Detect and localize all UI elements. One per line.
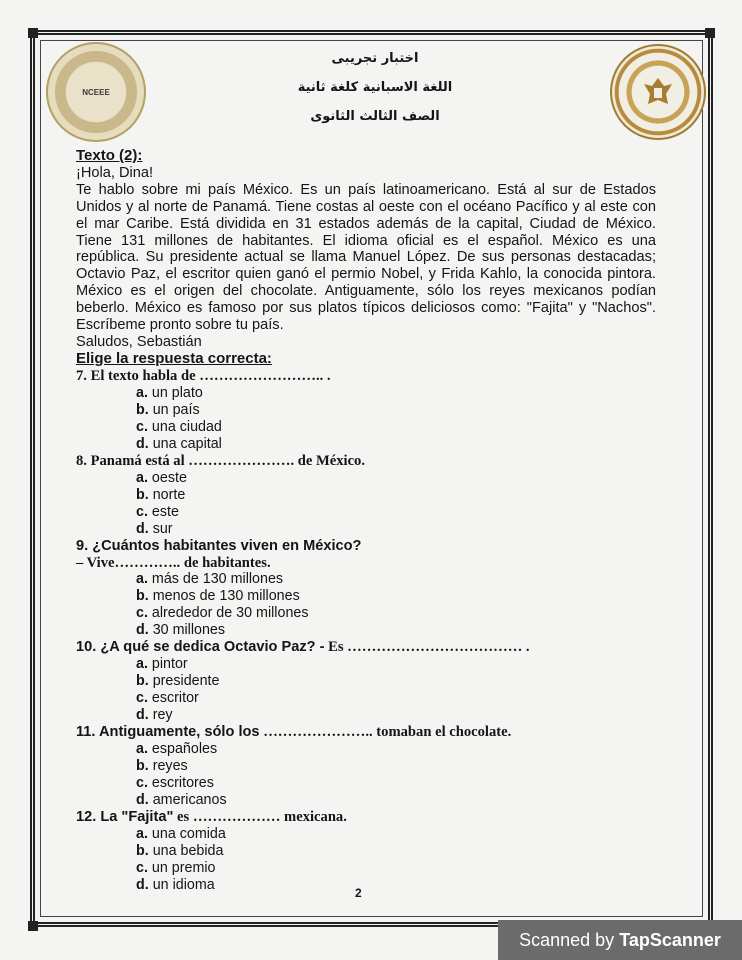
option-text: más de 130 millones: [151, 571, 284, 588]
option-letter: c.: [136, 418, 148, 435]
option-letter: c.: [136, 605, 148, 622]
nceee-logo-text: NCEEE: [82, 87, 110, 97]
option-letter: b.: [136, 673, 149, 690]
option-text: reyes: [152, 758, 188, 775]
question-8: [76, 453, 656, 470]
option[interactable]: [136, 673, 656, 690]
option-letter: d.: [136, 792, 149, 809]
option-letter: c.: [136, 860, 148, 877]
question-7: [76, 368, 656, 385]
option[interactable]: [136, 877, 656, 894]
option-text: pintor: [151, 656, 188, 673]
scanner-brand: TapScanner: [619, 930, 721, 950]
option[interactable]: [136, 504, 656, 521]
border-corner: [705, 28, 715, 38]
option-letter: d.: [136, 520, 149, 537]
option[interactable]: [136, 419, 656, 436]
option-text: americanos: [152, 792, 227, 809]
page-number: 2: [355, 886, 362, 900]
option-text: presidente: [152, 673, 220, 690]
option-text: norte: [152, 486, 186, 503]
option-letter: c.: [136, 775, 148, 792]
exam-type: اختبار تجريبى: [331, 51, 419, 66]
question-9-prompt: – Vive………….. de habitantes.: [76, 554, 271, 571]
option-text: un plato: [151, 384, 203, 401]
options-12: [136, 826, 656, 894]
letter-greeting: ¡Hola, Dina!: [76, 164, 154, 181]
scanner-prefix: Scanned by: [519, 930, 620, 950]
option[interactable]: [136, 605, 656, 622]
option-letter: c.: [136, 503, 148, 520]
option[interactable]: [136, 843, 656, 860]
option-letter: d.: [136, 622, 149, 639]
question-blank: Es ……………………………… .: [324, 639, 530, 656]
option[interactable]: [136, 622, 656, 639]
option-letter: a.: [136, 469, 148, 486]
option[interactable]: [136, 385, 656, 402]
option-text: este: [151, 503, 179, 520]
exam-grade: الصف الثالث الثانوى: [310, 109, 440, 124]
option-letter: d.: [136, 877, 149, 894]
option-letter: a.: [136, 741, 148, 758]
exam-header: [260, 44, 490, 131]
exam-subject: اللغة الاسبانية كلغة ثانية: [297, 80, 453, 95]
letter-signoff: Saludos, Sebastián: [76, 333, 202, 350]
option[interactable]: [136, 775, 656, 792]
question-blank: es ……………… mexicana.: [173, 809, 347, 826]
option-letter: d.: [136, 707, 149, 724]
option-text: una capital: [152, 435, 222, 452]
question-text: 12. La "Fajita": [76, 809, 174, 826]
option[interactable]: [136, 470, 656, 487]
option-letter: b.: [136, 401, 149, 418]
option[interactable]: [136, 656, 656, 673]
exam-content: [76, 148, 656, 894]
option[interactable]: [136, 826, 656, 843]
option[interactable]: [136, 436, 656, 453]
option-text: oeste: [151, 469, 187, 486]
option-text: menos de 130 millones: [152, 588, 300, 605]
option-letter: a.: [136, 384, 148, 401]
question-text: 10. ¿A qué se dedica Octavio Paz? -: [76, 639, 325, 656]
option-text: rey: [152, 707, 173, 724]
border-corner: [28, 28, 38, 38]
option-text: sur: [152, 520, 173, 537]
option-text: alrededor de 30 millones: [151, 605, 309, 622]
options-7: [136, 385, 656, 453]
option-text: 30 millones: [152, 622, 226, 639]
option-letter: b.: [136, 843, 149, 860]
option[interactable]: [136, 792, 656, 809]
question-10: [76, 639, 656, 656]
option-letter: b.: [136, 588, 149, 605]
question-11: [76, 724, 656, 741]
scanner-watermark: [498, 920, 742, 960]
option-text: una comida: [151, 826, 226, 843]
option-letter: a.: [136, 571, 148, 588]
option[interactable]: [136, 707, 656, 724]
option-text: escritores: [151, 775, 214, 792]
options-8: [136, 470, 656, 538]
option[interactable]: [136, 521, 656, 538]
option-text: una ciudad: [151, 418, 222, 435]
question-text: 9. ¿Cuántos habitantes viven en México?: [76, 537, 362, 554]
options-11: [136, 741, 656, 809]
option-text: una bebida: [152, 843, 224, 860]
nceee-logo: [46, 42, 146, 142]
options-9: [136, 571, 656, 639]
option-letter: d.: [136, 435, 149, 452]
reading-passage: Te hablo sobre mi país México. Es un país latinoamericano. Está al sur de Estados Unidos y al norte de Panamá. Tiene costas al oeste con el océano Pacífico y al este con el mar Caribe. Está dividida en 31 estados además de la capital, Ciudad de México. Tiene 131 millones de habitantes. El idioma oficial es el español. México es una república. Su presidente actual se llama Manuel López. De sus personas destacadas; Octavio Paz, el escritor quien ganó el permio Nobel, y Frida Kahlo, la conocida pintora. México es el origen del chocolate. Antiguamente, sólo los reyes mexicanos podían beberlo. México es famoso por sus platos típicos deliciosos como: "Fajita" y "Nachos". Escríbeme pronto sobre tu país.: [76, 181, 656, 334]
option[interactable]: [136, 690, 656, 707]
question-text: 7. El texto habla de …………………….. .: [76, 367, 331, 384]
border-corner: [28, 921, 38, 931]
question-9: [76, 538, 656, 555]
question-text: 8. Panamá está al …………………. de México.: [76, 452, 366, 469]
option-text: un país: [152, 401, 200, 418]
option[interactable]: [136, 588, 656, 605]
option-text: españoles: [151, 741, 218, 758]
option-text: escritor: [151, 690, 199, 707]
option[interactable]: [136, 741, 656, 758]
option-text: un premio: [151, 860, 216, 877]
option-letter: a.: [136, 826, 148, 843]
option-letter: c.: [136, 690, 148, 707]
eagle-emblem-icon: [638, 72, 678, 112]
option-letter: b.: [136, 486, 149, 503]
option-text: un idioma: [152, 877, 215, 894]
question-blank: ………………….. tomaban el chocolate.: [259, 724, 512, 741]
option[interactable]: [136, 860, 656, 877]
option[interactable]: [136, 758, 656, 775]
text-title: Texto (2):: [76, 147, 143, 164]
options-10: [136, 656, 656, 724]
option[interactable]: [136, 571, 656, 588]
option-letter: a.: [136, 656, 148, 673]
option[interactable]: [136, 402, 656, 419]
option-letter: b.: [136, 758, 149, 775]
ministry-of-education-logo: [610, 44, 706, 140]
question-12: [76, 809, 656, 826]
question-text: 11. Antiguamente, sólo los: [76, 724, 260, 741]
option[interactable]: [136, 487, 656, 504]
instruction: Elige la respuesta correcta:: [76, 349, 272, 367]
